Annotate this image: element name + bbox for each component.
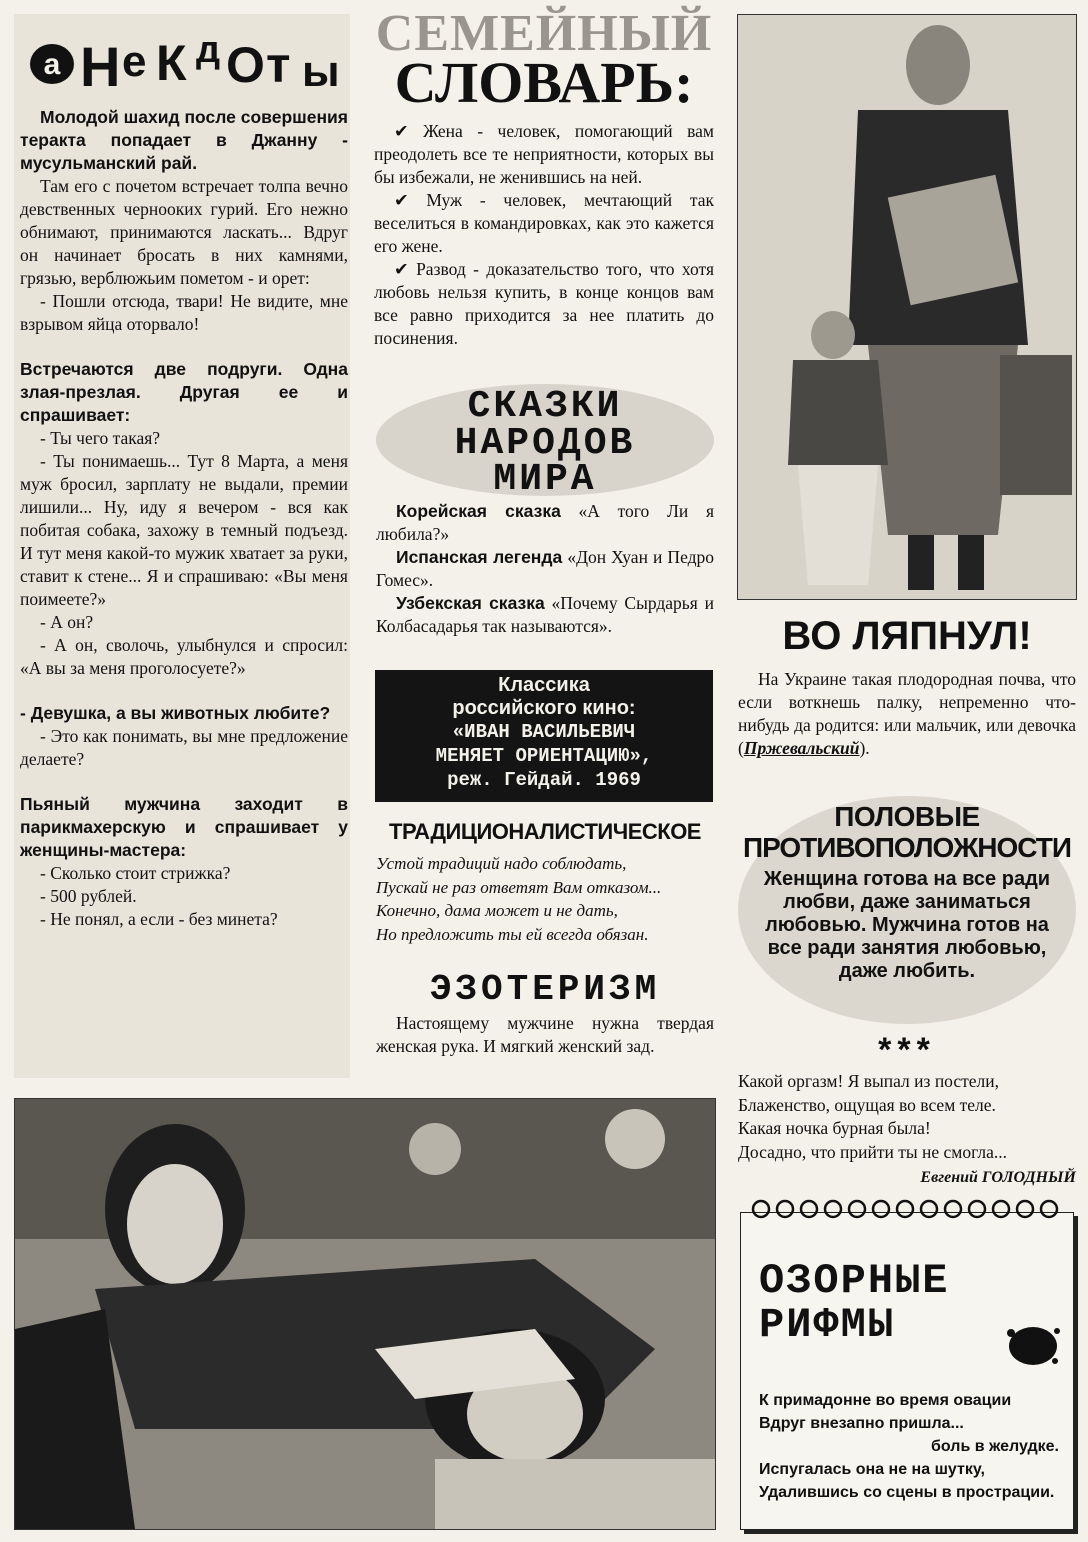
joke-3-text: - Это как понимать, вы мне предложение делаете? xyxy=(20,726,348,769)
svg-text:ы: ы xyxy=(302,47,338,96)
tradicion-section xyxy=(376,818,714,946)
women-photo xyxy=(14,1098,716,1530)
joke-4-lead: Пьяный мужчина заходит в парикмахерскую и спрашивает у женщины-мастера: xyxy=(20,794,348,860)
ozornye-line: Испугалась она не на шутку, xyxy=(759,1461,985,1478)
poem-section xyxy=(738,1032,1076,1190)
anekdoty-title xyxy=(26,22,338,98)
ezoterizm-section xyxy=(376,970,714,1058)
skazki-item: Испанская легенда «Дон Хуан и Педро Гомес». xyxy=(376,547,715,590)
joke-2-text: - А он? xyxy=(40,612,94,632)
poem-line: Досадно, что прийти ты не смогла... xyxy=(738,1141,1008,1162)
lyapnul-title: ВО ЛЯПНУЛ! xyxy=(782,614,1032,658)
skazki-title-2: НАРОДОВ xyxy=(454,422,636,465)
slovar-entry: ✔ Жена - человек, помогающий вам преодолеть все те неприятности, которых вы бы избежали, не женившись на ней. xyxy=(374,121,714,187)
klassika-box xyxy=(375,670,713,802)
tradicion-title: ТРАДИЦИОНАЛИСТИЧЕСКОЕ xyxy=(389,819,701,844)
skazki-title xyxy=(376,384,714,501)
slovar-section xyxy=(374,5,714,350)
joke-4-text: - Не понял, а если - без минета? xyxy=(40,909,278,929)
joke-4-text: - 500 рублей. xyxy=(40,886,137,906)
tradicion-line: Но предложить ты ей всегда обязан. xyxy=(376,924,649,944)
skazki-title-1: СКАЗКИ xyxy=(467,385,623,428)
slovar-entry: ✔ Развод - доказательство того, что хотя любовь нельзя купить, в конце концов вам все равно приходится за нее платить до посинения. xyxy=(374,259,714,348)
ozornye-line: боль в желудке. xyxy=(931,1438,1059,1455)
polovye-text: Женщина готова на все ради любви, даже заниматься любовью. Мужчина готов на все ради занятия любовью, даже любить. xyxy=(763,868,1051,982)
polovye-title-1: ПОЛОВЫЕ xyxy=(834,801,980,832)
svg-text:Н: Н xyxy=(80,35,121,98)
klassika-line-1: Классика xyxy=(498,674,590,696)
poem-line: Какая ночка бурная была! xyxy=(738,1118,931,1138)
lyapnul-text: На Украине такая плодородная почва, что если воткнешь палку, непременно что-нибудь да родится: или мальчик, или девочка (Пржевальский). xyxy=(738,669,1076,758)
slovar-title-2: СЛОВАРЬ: xyxy=(394,50,694,115)
svg-text:К: К xyxy=(156,35,187,91)
joke-1-text: - Пошли отсюда, твари! Не видите, мне взрывом яйца оторвало! xyxy=(20,291,348,334)
ink-blot-icon xyxy=(1003,1321,1063,1371)
joke-2-text: - Ты понимаешь... Тут 8 Марта, а меня муж бросил, зарплату не выдали, премии лишили... Ну, иду я вечером - вся как побитая собака, захожу в темный подъезд. И тут меня какой-то мужик хватает за руки, ставит к стене... Я и спрашиваю: «Вы меня поимеете?» xyxy=(20,451,348,609)
klassika-line-2: российского кино: xyxy=(452,697,636,719)
polovye-title-2: ПРОТИВОПОЛОЖНОСТИ xyxy=(742,832,1072,863)
joke-3-lead: - Девушка, а вы животных любите? xyxy=(20,703,331,723)
ozornye-line: Вдруг внезапно пришла... xyxy=(759,1415,964,1432)
check-icon: ✔ xyxy=(394,259,409,279)
spiral-binding-icon xyxy=(741,1197,1073,1225)
poem-stars: *** xyxy=(878,1031,936,1069)
skazki-list xyxy=(376,500,714,638)
klassika-line-3: «ИВАН ВАСИЛЬЕВИЧ xyxy=(452,721,636,743)
check-icon: ✔ xyxy=(394,190,409,210)
poem-line: Какой оргазм! Я выпал из постели, xyxy=(738,1071,1000,1091)
skazki-item: Корейская сказка «А того Ли я любила?» xyxy=(376,501,714,544)
svg-text:О: О xyxy=(226,37,265,93)
lyapnul-author: Пржевальский xyxy=(743,738,860,758)
skazki-title-3: МИРА xyxy=(493,458,597,501)
check-icon: ✔ xyxy=(394,121,409,141)
svg-text:е: е xyxy=(122,37,147,86)
poem-author: Евгений ГОЛОДНЫЙ xyxy=(920,1169,1076,1186)
joke-1-lead: Молодой шахид после совершения теракта попадает в Джанну - мусульманский рай. xyxy=(20,107,348,173)
polovye-section xyxy=(738,796,1076,1024)
anekdoty-panel xyxy=(14,14,350,1078)
poem-line: Блаженство, ощущая во всем теле. xyxy=(738,1094,996,1115)
shopping-photo xyxy=(737,14,1077,600)
tradicion-line: Пускай не раз ответят Вам отказом... xyxy=(376,877,662,897)
svg-text:т: т xyxy=(266,37,291,93)
tradicion-line: Конечно, дама может и не дать, xyxy=(376,901,618,920)
ozornye-line: К примадонне во время овации xyxy=(759,1392,1012,1409)
slovar-entry: ✔ Муж - человек, мечтающий так веселиться в командировках, как это кажется его жене. xyxy=(374,190,714,256)
ozornye-title-1: ОЗОРНЫЕ xyxy=(759,1257,950,1305)
tradicion-line: Устой традиций надо соблюдать, xyxy=(376,854,627,873)
svg-text:д: д xyxy=(196,29,221,71)
joke-1-text: Там его с почетом встречает толпа вечно девственных черноокиx гурий. Его нежно обнимают, принимаются ласкать... Вдруг он начинает бросать в них камнями, грязью, верблюжьим пометом - и орет: xyxy=(20,176,348,288)
klassika-line-5: реж. Гейдай. 1969 xyxy=(447,769,641,791)
joke-2-text: - А он, сволочь, улыбнулся и спросил: «А вы за меня проголосуете?» xyxy=(20,635,348,678)
ezoterizm-text: Настоящему мужчине нужна твердая женская рука. И мягкий женский зад. xyxy=(376,1013,714,1056)
joke-2-lead: Встречаются две подруги. Одна злая-презлая. Другая ее и спрашивает: xyxy=(20,359,348,425)
ozornye-notepad xyxy=(740,1212,1074,1530)
skazki-item: Узбекская сказка «Почему Сырдарья и Колбасадарья так называются». xyxy=(376,593,714,636)
shopping-photo-illustration xyxy=(738,15,1076,599)
klassika-line-4: МЕНЯЕТ ОРИЕНТАЦИЮ», xyxy=(435,745,653,767)
anekdoty-logo xyxy=(26,22,338,98)
svg-text:а: а xyxy=(43,48,61,81)
joke-2-text: - Ты чего такая? xyxy=(40,428,161,448)
slovar-title-1: СЕМЕЙНЫЙ xyxy=(375,5,713,62)
ozornye-line: Удалившись со сцены в прострации. xyxy=(759,1484,1055,1501)
joke-4-text: - Сколько стоит стрижка? xyxy=(40,863,231,883)
ozornye-title-2: РИФМЫ xyxy=(759,1301,896,1349)
women-photo-illustration xyxy=(15,1099,715,1529)
ezoterizm-title: ЭЗОТЕРИЗМ xyxy=(429,969,661,1010)
lyapnul-section xyxy=(738,612,1076,760)
